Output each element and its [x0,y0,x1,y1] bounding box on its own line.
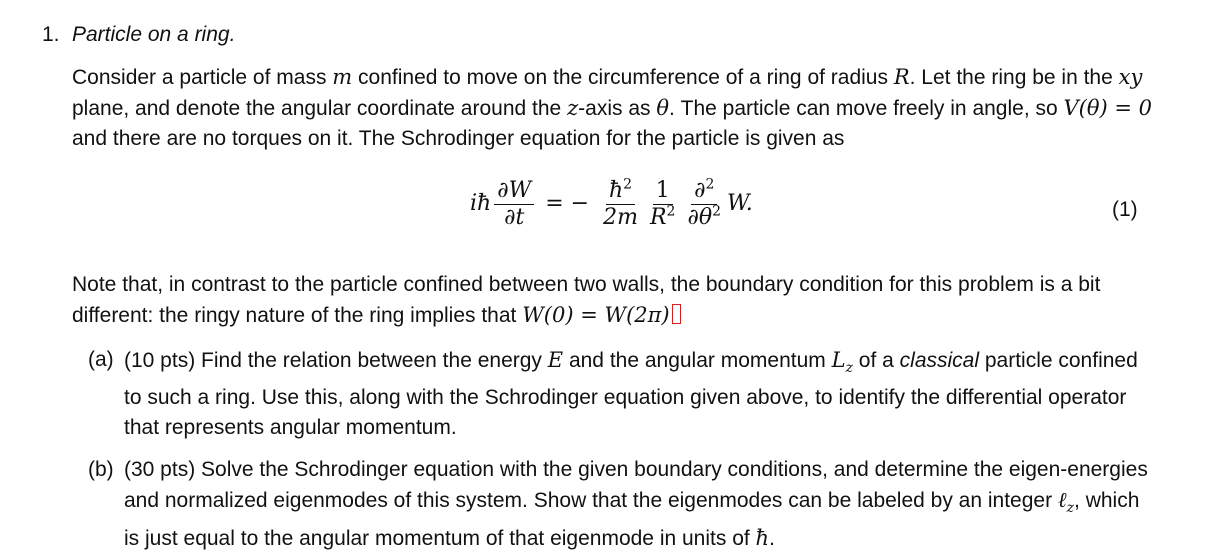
intro-text-2: confined to move on the circumference of a ring of radius [352,66,894,89]
eq-f3-den-sup: 2 [712,203,721,220]
footnote-link[interactable] [672,304,681,324]
eq-f1-denominator: 2m [603,204,638,230]
note-paragraph [72,270,1162,331]
hbar-symbol: ħ [755,526,770,551]
eq-f2-numerator: 1 [653,178,673,205]
intro-text-7: and there are no torques on it. The Schrodinger equation for the particle is given as [72,127,845,150]
eq-fraction-hbar [600,178,641,231]
mass-symbol: m [332,65,353,89]
part-a-text-4: particle confined to such a ring. Use this, along with the Schrodinger equation given above, to identify the differential operator that represents angular momentum. [124,349,1138,440]
part-a-text-2: and the angular momentum [563,349,832,372]
radius-symbol: R [893,65,910,89]
part-a-text-1: (10 pts) Find the relation between the energy [124,349,548,372]
eq-f1-num-base: ħ [608,177,624,203]
eq-f2-den-sup: 2 [666,203,676,220]
lz-base: L [831,348,846,372]
theta-symbol: θ [656,96,669,120]
energy-symbol: E [547,348,564,372]
part-b-text-3: . [769,527,775,551]
eq-f1-numerator [606,178,635,205]
part-a-text-3: of a [852,349,900,372]
boundary-condition: W(0) = W(2π) [522,303,670,327]
potential-expression: V(θ) = 0 [1063,96,1153,120]
classical-word: classical [899,349,980,372]
intro-paragraph [72,62,1162,154]
eq-lhs-denominator: ∂t [504,204,525,230]
eq-f3-den-base: ∂θ [687,204,713,230]
problem-title: Particle on a ring. [72,23,236,46]
eq-lhs-fraction [494,178,534,231]
part-b-text-2: , which is just equal to the angular momentum of that eigenmode in units of [124,489,1140,551]
eq-f3-num-sup: 2 [705,176,715,193]
ell-z-symbol [1057,488,1075,517]
part-b-label: (b) [88,458,114,481]
intro-text-4: plane, and denote the angular coordinate around the [72,97,568,120]
eq-fraction-second-derivative [684,178,724,231]
eq-f2-denominator [647,205,679,231]
intro-text-3: . Let the ring be in the [909,66,1119,89]
intro-text-5: -axis as [578,97,657,120]
lz-sub: z [845,360,853,377]
intro-text-1: Consider a particle of mass [72,66,333,89]
note-text: Note that, in contrast to the particle confined between two walls, the boundary condition for this problem is a bit different: the ringy nature of the ring implies that [72,273,1101,327]
eq-f1-num-sup: 2 [623,176,633,193]
eq-f3-denominator [684,205,724,231]
eq-lhs-numerator: ∂W [494,178,534,205]
eq-equals: = − [545,191,590,216]
ell-sub: z [1066,500,1075,517]
eq-f3-numerator [691,178,717,205]
intro-text-6: . The particle can move freely in angle, so [668,97,1064,120]
eq-f2-den-base: R [649,204,667,230]
eq-fraction-radius [647,178,679,231]
eq-f3-num-base: ∂ [694,177,706,203]
part-a-label: (a) [88,348,114,371]
eq-tail: W. [727,191,753,216]
ell-base: ℓ [1057,488,1067,512]
equation-number: (1) [1112,198,1138,221]
xy-symbol: xy [1118,65,1143,89]
problem-number: 1. [42,23,60,46]
part-a-text [124,345,1159,443]
z-symbol: z [567,96,579,120]
eq-lhs-prefix: iħ [470,191,492,216]
angular-momentum-symbol [831,348,853,377]
part-b-text-1: (30 pts) Solve the Schrodinger equation with the given boundary conditions, and determine the eigen-energies and normalized eigenmodes of this system. Show that the eigenmodes can be labeled by an integer [124,458,1148,512]
schrodinger-equation [470,168,753,240]
part-b-text [124,455,1159,554]
